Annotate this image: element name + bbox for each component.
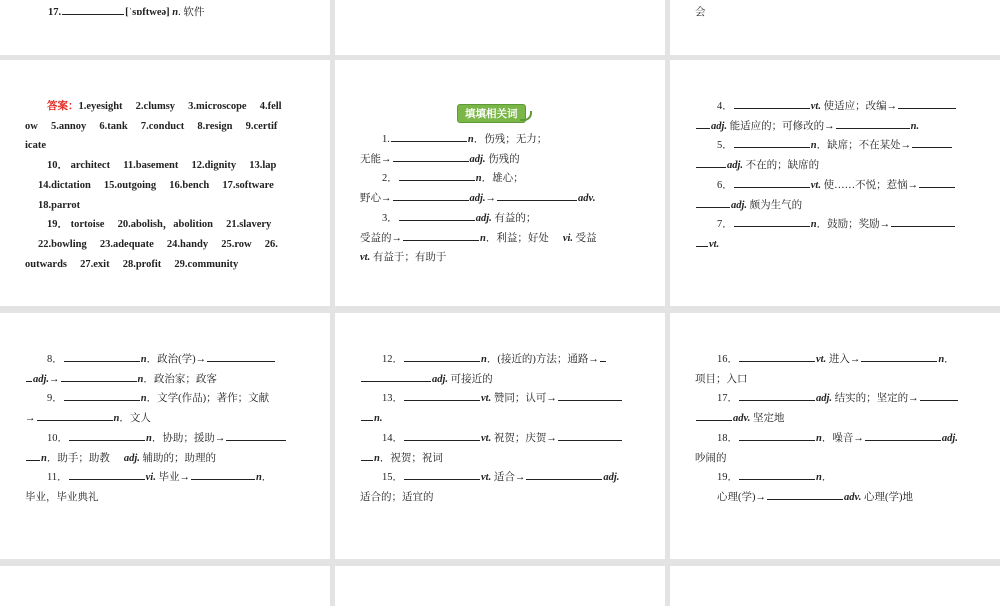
answer-blank [526,468,602,480]
answer-blank [696,117,710,129]
text-line [695,156,957,176]
answer-blank [64,350,140,362]
answer-blank [497,189,577,201]
text-fragment: 14． [382,432,403,444]
text-line [695,176,957,196]
text-fragment: ．文学(作品)；著作；文献 [146,393,270,405]
text-fragment: 17． [717,393,738,405]
text-fragment: ．(接近的)方法；通路→ [486,354,599,365]
answer-blank [37,409,113,421]
pos-label: vt. [709,238,720,250]
text-fragment: 15． [382,472,403,484]
pos-label: n [140,393,147,405]
pos-label: adj. [33,373,50,385]
text-line [695,196,957,216]
text-line [695,235,957,255]
text-fragment: 13． [382,393,403,405]
text-line [25,429,287,449]
text-fragment: 6． [717,179,733,191]
text-fragment: ．祝贺；祝词 [379,452,443,464]
text-fragment: 16． [717,354,738,365]
answer-blank [696,156,726,168]
text-line [360,370,623,390]
fill-item-1-cont [360,150,597,170]
text-fragment: 适合→ [493,472,526,484]
answer-blank [865,429,941,441]
answer-blank [361,370,431,382]
slide-panel-items-8-11 [0,313,330,559]
pos-label: n [467,134,474,145]
answer-blank [739,468,815,480]
pos-label: n [172,7,179,18]
answer-blank [404,468,480,480]
pos-label: n. [910,120,920,132]
answer-blank [739,389,815,401]
answer-blank [393,150,469,162]
answer-line: ow 5.annoy 6.tank 7.conduct 8.resign 9.certif [25,120,278,132]
slide-panel-bottom-center [335,566,665,606]
answer-blank [404,429,480,441]
text-fragment: 颇为生气的 [749,199,803,211]
text-fragment: 7． [717,219,733,231]
text-fragment: 10． [47,432,68,444]
text-fragment: 坚定地 [753,413,785,425]
text-line [695,97,957,117]
pos-label: vt. [481,472,492,484]
pos-label: n [255,472,262,484]
text-line [25,97,315,117]
text-fragment: ．利益；好处 [485,232,549,244]
meaning: 软件 [183,7,205,18]
text-fragment: 受益 [575,232,597,244]
answer-blank [558,429,622,441]
text-fragment: 心理(学)→ [717,491,766,503]
pos-label: n. [374,413,383,425]
text-fragment: ．雄心； [481,173,524,185]
pos-label: adv. [733,413,751,425]
answer-blank [361,409,373,421]
answer-blank [361,449,373,461]
pos-label: adj. [123,452,140,464]
pos-label: n [475,173,482,185]
text-fragment: 3． [382,212,398,224]
text-fragment: ．政治(学)→ [146,354,207,365]
text-fragment: 18． [717,432,738,444]
text-line [695,389,959,409]
answer-blank [734,215,810,227]
text-line [695,468,959,488]
text-fragment: ．助手；助教 [46,452,110,464]
answer-line: 18.parrot [38,199,81,211]
text-fragment: 4． [717,101,733,112]
text-fragment: → [49,373,60,385]
text-line [360,350,623,370]
pos-label: vt. [360,252,371,264]
answer-blank [61,370,137,382]
text-fragment: 可接近的 [450,373,493,385]
pos-label: n [480,232,486,244]
answer-blank [62,3,124,15]
text-fragment: 无能→ [360,153,392,165]
answer-blank [767,488,843,500]
slide-panel-items-4-7 [670,60,1000,306]
items-4-7-block [695,97,957,255]
answer-blank [734,97,810,109]
pos-label: vt. [816,354,827,365]
text-line [25,389,287,409]
answer-blank [403,229,479,241]
section-title-badge: 填填相关词 [457,104,526,123]
text-fragment: 能适应的；可修改的→ [729,120,835,132]
text-fragment: 结实的；坚定的→ [834,393,919,405]
fill-item-3 [360,209,597,229]
text-fragment: ．伤残；无力； [473,134,548,145]
answer-blank [191,468,255,480]
slide-panel-fill-related [335,60,665,306]
pos-label: adv. [578,193,596,205]
slide-panel-bottom-left [0,566,330,606]
answer-blank [696,196,730,208]
pos-label: vt. [481,432,492,444]
text-fragment: ．缺席；不在某处→ [816,140,912,152]
answer-block [25,97,315,274]
text-fragment: 有益于；有助于 [372,252,447,264]
slide-panel-bottom-right [670,566,1000,606]
pos-label: n [810,140,817,152]
pos-label: n [41,452,47,464]
fill-item-3-end [360,248,597,268]
answer-blank [64,389,140,401]
text-line [25,468,287,488]
phonetic: [ˈsɒftweə] [125,7,170,18]
slide-panel-top-right [670,0,1000,55]
slide-panel-answers [0,60,330,306]
text-fragment: → [485,193,497,205]
answer-blank [399,209,475,221]
text-fragment: 受益的→ [360,232,402,244]
text-fragment: 19． [717,472,738,484]
text-line: 毕业，毕业典礼 [25,491,99,503]
answer-blank [919,176,955,188]
text-fragment: 野心→ [360,193,392,205]
items-16-19-block [695,350,959,508]
text-fragment: 8． [47,354,63,365]
pos-label: vi. [562,232,574,244]
pos-label: adj. [731,199,748,211]
answer-blank [696,235,708,247]
answer-blank [391,130,467,142]
pos-label: n [816,432,822,444]
text-fragment: 祝贺；庆贺→ [493,432,557,444]
text-line [695,429,959,449]
pos-label: adj. [475,212,492,224]
pos-label: n [816,472,822,484]
answer-label: 答案： [47,101,79,112]
text-fragment: 12． [382,354,403,365]
answer-line: icate [25,140,46,152]
answer-line: outwards 27.exit 28.profit 29.community [25,258,239,270]
text-fragment: ．噪音→ [821,432,864,444]
text-line [695,350,959,370]
fill-block [360,130,597,268]
text-line [360,468,623,488]
answer-blank [26,449,40,461]
pos-label: adj. [432,373,449,385]
pos-label: n [938,354,945,365]
pos-label: n [137,373,144,385]
text-fragment: ．政治家；政客 [143,373,217,385]
answer-blank [696,409,732,421]
pos-label: vt. [481,393,492,405]
answer-blank [912,136,952,148]
fill-item-2-cont [360,189,597,209]
answer-blank [861,350,937,362]
top-item-17 [48,3,204,23]
answer-line: 14.dictation 15.outgoing 16.bench 17.software [38,179,274,191]
text-line [25,370,287,390]
punct: . [178,7,181,18]
text-line [360,429,623,449]
text-fragment: 辅助的；助理的 [142,452,217,464]
text-fragment: 心理(学)地 [864,491,914,503]
answer-blank [404,389,480,401]
text-line [25,449,287,469]
text-line [695,409,959,429]
fill-item-2 [360,169,597,189]
pos-label: n [146,432,152,444]
answer-line: 19． tortoise 20.abolish，abolition 21.slavery [47,219,272,231]
answer-blank [739,350,815,362]
pos-label: vt. [810,101,821,112]
answer-blank [399,169,475,181]
answer-blank [558,389,622,401]
text-fragment: ．文人 [119,413,151,425]
pos-label: adj. [469,193,486,205]
pos-label: vt. [810,179,821,191]
text-fragment: 毕业→ [158,472,190,484]
pos-label: n [810,219,817,231]
text-fragment: ． [821,472,833,484]
answer-line: 10． architect 11.basement 12.dignity 13.lap [47,160,277,172]
text-fragment: ． [944,354,955,365]
fill-item-1 [360,130,597,150]
pos-label: n [140,354,147,365]
pos-label: adj. [603,472,620,484]
text-fragment: 1. [382,134,390,145]
answer-line: 1.eyesight 2.clumsy 3.microscope 4.fell [78,101,282,112]
pos-label: adj. [727,160,744,172]
text-line [695,215,957,235]
text-line: 吵闹的 [695,452,727,464]
text-fragment: 进入→ [828,354,861,365]
text-fragment: ．鼓励；奖励→ [816,219,891,231]
slide-panel-top-center [335,0,665,55]
pos-label: n [374,452,380,464]
pos-label: n [481,354,487,365]
text-fragment: 9． [47,393,63,405]
slide-panel-top-left [0,0,330,55]
fill-item-3-cont [360,229,597,249]
text-fragment: 11． [47,472,68,484]
pos-label: adj. [711,120,728,132]
slide-panel-items-16-19 [670,313,1000,559]
item-number: 17. [48,7,62,18]
answer-blank [600,350,606,362]
text-fragment: 不在的；缺席的 [745,160,820,172]
items-8-11-block [25,350,287,508]
text-line [25,350,287,370]
answer-blank [891,215,955,227]
text-fragment: 使……不悦；惹恼→ [823,179,919,191]
text-line [695,136,957,156]
text-fragment: → [25,413,36,425]
text-line: 适合的；适宜的 [360,491,434,503]
answer-blank [734,176,810,188]
text-fragment: 5． [717,140,733,152]
text-fragment: ．协助；援助→ [151,432,226,444]
answer-blank [207,350,275,362]
text-fragment: 2． [382,173,398,185]
top-right-text: 会 [695,7,706,18]
text-line [360,449,623,469]
text-line [360,409,623,429]
pos-label: vi. [145,472,156,484]
text-line: 项目；入口 [695,373,748,385]
answer-blank [404,350,480,362]
text-line [25,409,287,429]
text-fragment: 赞同；认可→ [493,393,557,405]
answer-line: 22.bowling 23.adequate 24.handy 25.row 26. [38,238,278,250]
answer-blank [69,468,145,480]
pos-label: adv. [844,491,862,503]
pos-label: adj. [469,153,486,165]
text-line [695,117,957,137]
pos-label: adj. [816,393,833,405]
text-fragment: 使适应；改编→ [823,101,898,112]
answer-blank [734,136,810,148]
items-12-15-block [360,350,623,508]
answer-blank [393,189,469,201]
text-line [360,389,623,409]
answer-blank [920,389,958,401]
answer-blank [739,429,815,441]
text-fragment: 有益的； [494,212,537,224]
slide-panel-items-12-15 [335,313,665,559]
answer-blank [26,370,32,382]
answer-blank [226,429,286,441]
answer-blank [69,429,145,441]
text-fragment: ． [261,472,273,484]
text-fragment: 伤残的 [488,153,520,165]
pos-label: adj. [941,432,958,444]
pos-label: n [113,413,120,425]
answer-blank [898,97,956,109]
text-line [695,488,959,508]
answer-blank [836,117,910,129]
